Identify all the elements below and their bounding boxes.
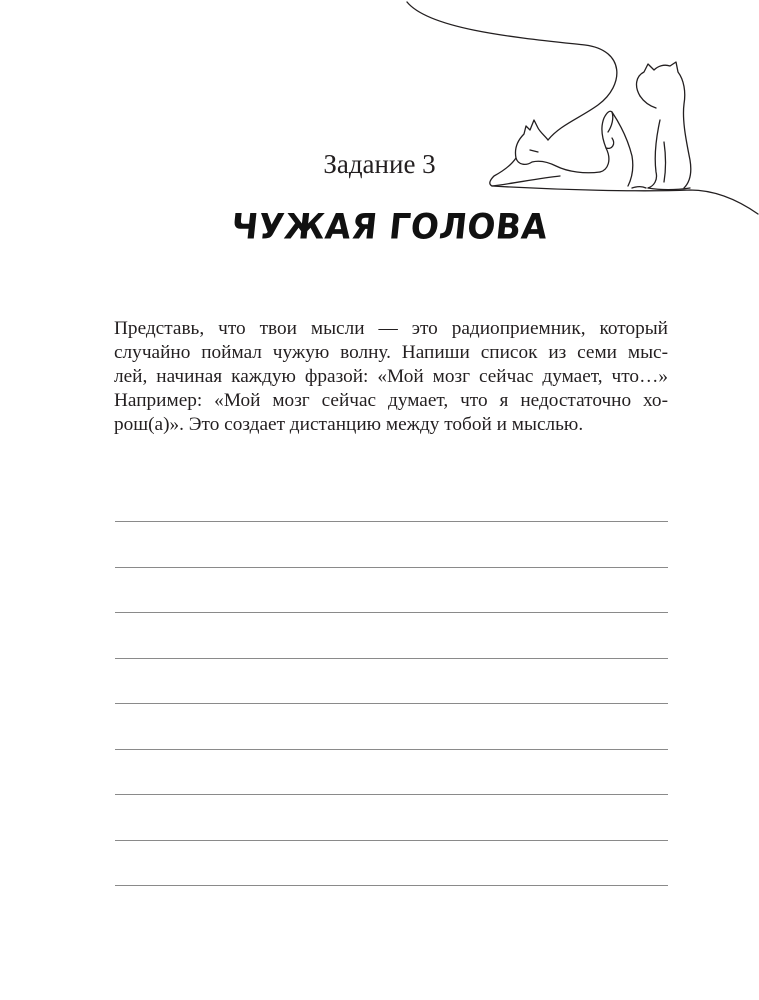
instruction-line: Например: «Мой мозг сейчас думает, что я недостаточно хо-	[114, 390, 668, 411]
task-title: ЧУЖАЯ ГОЛОВА	[229, 205, 550, 248]
instruction-line: лей, начиная каждую фразой: «Мой мозг сейчас думает, что…»	[114, 366, 668, 387]
answer-line[interactable]	[115, 612, 668, 613]
writing-lines	[115, 0, 668, 1000]
answer-line[interactable]	[115, 749, 668, 750]
answer-line[interactable]	[115, 794, 668, 795]
task-number: Задание 3	[323, 149, 436, 179]
answer-line[interactable]	[115, 885, 668, 886]
answer-line[interactable]	[115, 703, 668, 704]
answer-line[interactable]	[115, 840, 668, 841]
instruction-line: рош(а)». Это создает дистанцию между тобой и мыслью.	[114, 414, 584, 435]
instruction-line: Представь, что твои мысли — это радиоприемник, который	[114, 318, 668, 339]
instruction-line: случайно поймал чужую волну. Напиши список из семи мыс-	[114, 342, 668, 363]
answer-line[interactable]	[115, 567, 668, 568]
answer-line[interactable]	[115, 521, 668, 522]
answer-line[interactable]	[115, 658, 668, 659]
